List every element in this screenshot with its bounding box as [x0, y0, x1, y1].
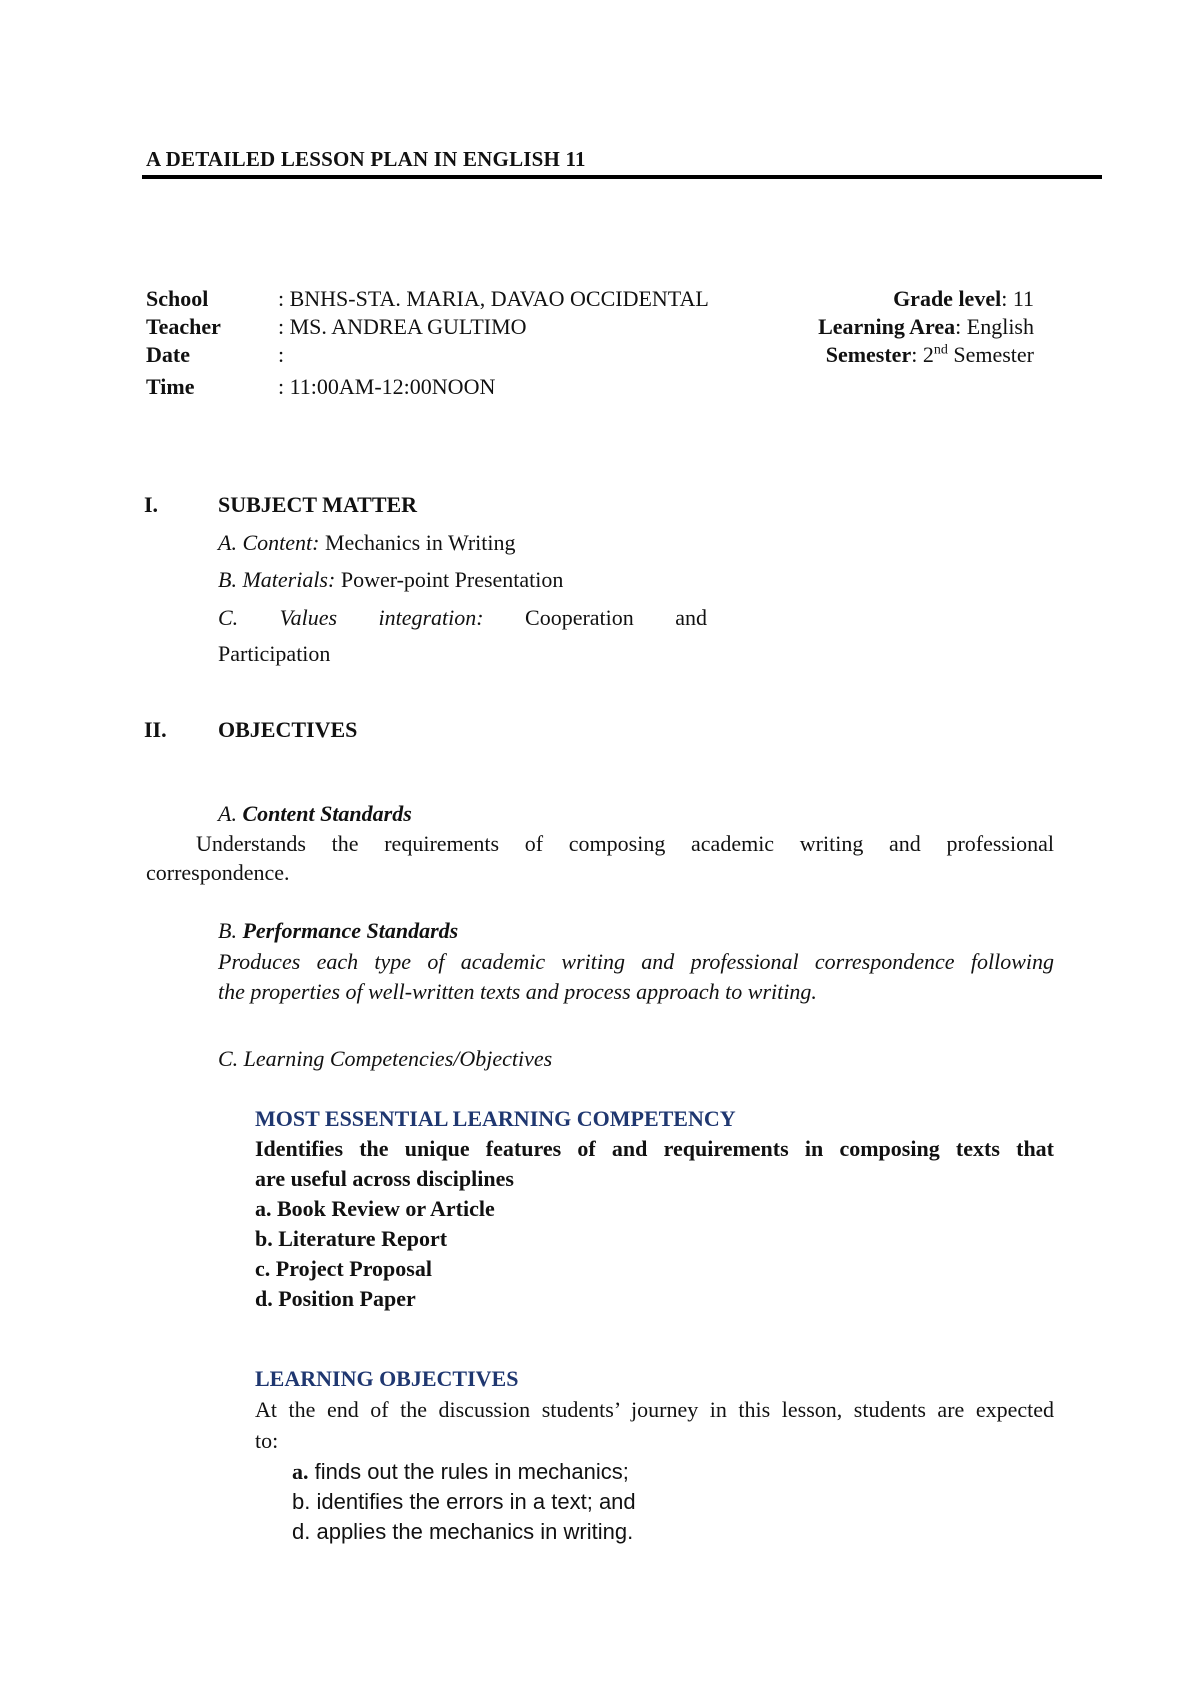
date-value: :	[278, 342, 285, 367]
melc-heading: MOST ESSENTIAL LEARNING COMPETENCY	[255, 1106, 736, 1131]
learning-objective-item-1	[292, 1459, 629, 1485]
performance-standards-line1: Produces each type of academic writing and professional correspondence following	[218, 949, 1054, 974]
materials-value: Power-point Presentation	[335, 567, 564, 592]
values-integration-line	[218, 605, 707, 631]
learning-area	[818, 314, 1034, 340]
learning-objectives-intro-line2: to:	[255, 1428, 279, 1453]
semester-value-pre: : 2	[911, 342, 934, 367]
time-label: Time	[146, 374, 195, 399]
grade-value: : 11	[1001, 286, 1034, 311]
semester	[826, 342, 1034, 368]
grade-label: Grade level	[893, 286, 1002, 311]
content-value: Mechanics in Writing	[319, 530, 516, 555]
content-standards-label: Content Standards	[242, 801, 412, 826]
area-value: : English	[955, 314, 1034, 339]
objective-marker-d: d.	[292, 1519, 311, 1544]
section-title-subject-matter: SUBJECT MATTER	[218, 492, 418, 517]
values-label-2: Values	[279, 605, 338, 630]
performance-standards-line2: the properties of well-written texts and process approach to writing.	[218, 979, 817, 1004]
performance-standards-label: Performance Standards	[242, 918, 459, 943]
content-standards-prefix: A.	[218, 801, 243, 826]
melc-item-2: b. Literature Report	[255, 1226, 448, 1251]
learning-objective-item-2	[292, 1489, 636, 1515]
section-title-objectives: OBJECTIVES	[218, 717, 358, 742]
objective-text-a: finds out the rules in mechanics;	[308, 1459, 629, 1484]
school-label: School	[146, 286, 209, 311]
title-underline	[142, 175, 1102, 179]
teacher-label: Teacher	[146, 314, 221, 339]
content-standards-text-line2: correspondence.	[146, 860, 290, 885]
objective-text-b: identifies the errors in a text; and	[310, 1489, 636, 1514]
semester-label: Semester	[825, 342, 912, 367]
time-value: : 11:00AM-12:00NOON	[278, 374, 496, 399]
melc-item-1: a. Book Review or Article	[255, 1196, 495, 1221]
performance-standards-heading	[218, 918, 458, 944]
performance-standards-prefix: B.	[218, 918, 243, 943]
values-label-1: C.	[218, 605, 239, 630]
school-value: : BNHS-STA. MARIA, DAVAO OCCIDENTAL	[278, 286, 709, 311]
semester-value-sup: nd	[933, 342, 948, 358]
learning-objectives-heading: LEARNING OBJECTIVES	[255, 1366, 519, 1391]
learning-objective-item-3	[292, 1519, 633, 1545]
objective-marker-b: b.	[292, 1489, 311, 1514]
values-value-3: Participation	[218, 641, 331, 666]
objective-marker-a: a.	[292, 1459, 309, 1484]
semester-value-post: Semester	[947, 342, 1034, 367]
content-label: A. Content:	[218, 530, 320, 555]
content-line	[218, 530, 516, 556]
melc-item-4: d. Position Paper	[255, 1286, 416, 1311]
melc-text-line2: are useful across disciplines	[255, 1166, 514, 1191]
content-standards-heading	[218, 801, 412, 827]
values-value-1: Cooperation	[525, 605, 634, 630]
section-number-2: II.	[144, 717, 167, 742]
melc-text-line1: Identifies the unique features of and requirements in composing texts that	[255, 1136, 1054, 1161]
melc-item-3: c. Project Proposal	[255, 1256, 432, 1281]
date-label: Date	[146, 342, 190, 367]
materials-label: B. Materials:	[218, 567, 336, 592]
area-label: Learning Area	[818, 314, 956, 339]
grade-level	[893, 286, 1034, 312]
section-number-1: I.	[144, 492, 159, 517]
content-standards-text-line1: Understands the requirements of composing academic writing and professional	[196, 831, 1054, 856]
objective-text-d: applies the mechanics in writing.	[310, 1519, 634, 1544]
values-label-3: integration:	[378, 605, 484, 630]
learning-competencies-heading: C. Learning Competencies/Objectives	[218, 1046, 553, 1071]
learning-objectives-intro-line1: At the end of the discussion students’ journey in this lesson, students are expected	[255, 1397, 1054, 1422]
materials-line	[218, 567, 563, 593]
teacher-value: : MS. ANDREA GULTIMO	[278, 314, 527, 339]
values-value-2: and	[675, 605, 707, 630]
page-title: A DETAILED LESSON PLAN IN ENGLISH 11	[146, 147, 586, 171]
